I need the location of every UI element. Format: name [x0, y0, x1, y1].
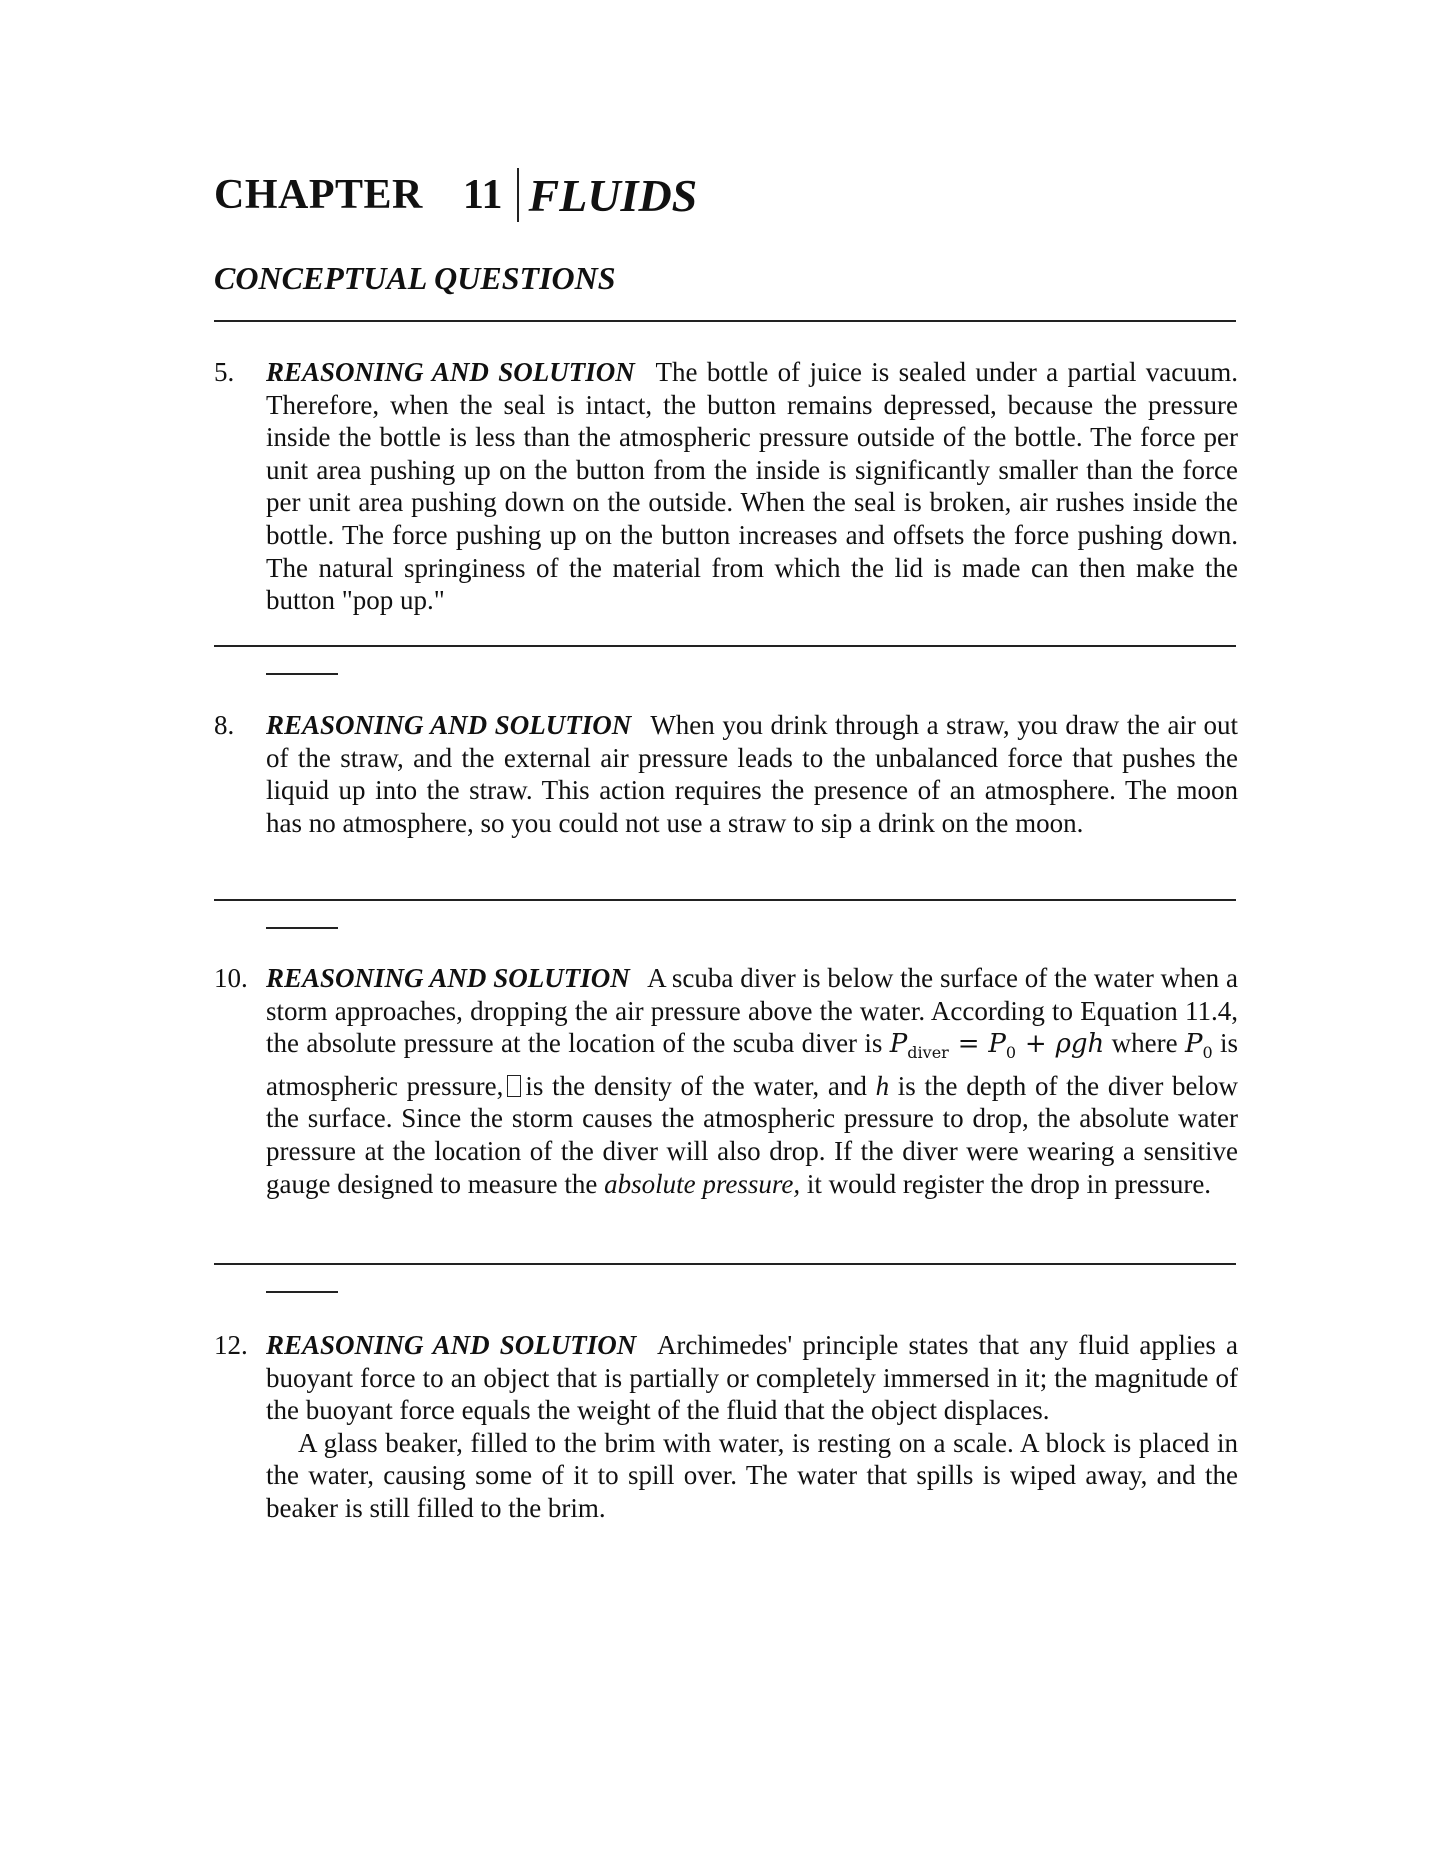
- chapter-label: CHAPTER: [214, 172, 423, 218]
- problem-body: REASONING AND SOLUTION A scuba diver is below the surface of the water when a storm approaches, dropping the air pressure above the water. According to Equation 11.4, the absolute pressure at the location of the scuba diver is $P_{diver} = P_0 + \rho gh$ where $P_0$ is atmospheric pressure, is the density of the water, and h is the depth of the diver below the surface. Since the storm causes the atmospheric pressure to drop, the absolute water pressure at the location of the diver will also drop. If the diver were wearing a sensitive gauge designed to measure the absolute pressure, it would register the drop in pressure.: [266, 963, 1239, 1199]
- chapter-title: FLUIDS: [528, 169, 698, 221]
- short-divider: [266, 927, 338, 929]
- problem-body: [266, 1329, 1238, 1525]
- problem-lead: REASONING AND SOLUTION: [266, 357, 635, 387]
- divider: [214, 899, 1236, 901]
- problem-text: A scuba diver is below the surface of the water when a storm approaches, dropping the air pressure above the water. According to Equation 11.4, the absolute pressure at the location of the scuba diver is: [266, 963, 1238, 1059]
- problem-text: Archimedes' principle states that any fluid applies a buoyant force to an object that is partially or completely immersed in it; the magnitude of the buoyant force equals the weight of the fluid that the object displaces.: [266, 1330, 1238, 1426]
- divider: [214, 320, 1236, 322]
- problem-lead: REASONING AND SOLUTION: [266, 963, 630, 993]
- chapter-heading: [214, 168, 697, 222]
- problem-number: 8.: [214, 710, 235, 740]
- problem-text: The bottle of juice is sealed under a partial vacuum. Therefore, when the seal is intact, the button remains depressed, because the pressure inside the bottle is less than the atmospheric pressure outside of the bottle. The force per unit area pushing up on the button from the inside is significantly smaller than the force per unit area pushing down on the outside. When the seal is broken, air rushes inside the bottle. The force pushing up on the button increases and offsets the force pushing down. The natural springiness of the material from which the lid is made can then make the button "pop up.": [266, 357, 1238, 616]
- problem-number: 12.: [214, 1330, 248, 1360]
- short-divider: [266, 673, 338, 675]
- emphasis: absolute pressure,: [604, 1168, 801, 1199]
- problem-body: [266, 356, 1238, 617]
- problem-paragraph: A glass beaker, filled to the brim with water, is resting on a scale. A block is placed in the water, causing some of it to spill over. The water that spills is wiped away, and the beaker is still filled to the brim.: [266, 1427, 1238, 1523]
- chapter-separator: [517, 168, 519, 222]
- problem-number: 5.: [214, 357, 235, 387]
- divider: [214, 1263, 1236, 1265]
- problem-lead: REASONING AND SOLUTION: [266, 710, 632, 740]
- divider: [214, 645, 1236, 647]
- section-heading: CONCEPTUAL QUESTIONS: [214, 260, 616, 296]
- problem-number: 10.: [214, 963, 248, 993]
- p0-symbol: $P_0$: [1184, 1029, 1213, 1063]
- problem-body: [266, 709, 1238, 839]
- problem-lead: REASONING AND SOLUTION: [266, 1330, 637, 1360]
- missing-glyph-icon: [507, 1075, 521, 1097]
- pressure-equation: $P_{diver} = P_0 + \rho gh$: [889, 1029, 1105, 1063]
- problem-text: When you drink through a straw, you draw the air out of the straw, and the external air pressure leads to the unbalanced force that pushes the liquid up into the straw. This action requires the presence of an atmosphere. The moon has no atmosphere, so you could not use a straw to sip a drink on the moon.: [266, 710, 1238, 838]
- h-symbol: h: [875, 1070, 890, 1101]
- short-divider: [266, 1291, 338, 1293]
- chapter-number: 11: [462, 172, 503, 218]
